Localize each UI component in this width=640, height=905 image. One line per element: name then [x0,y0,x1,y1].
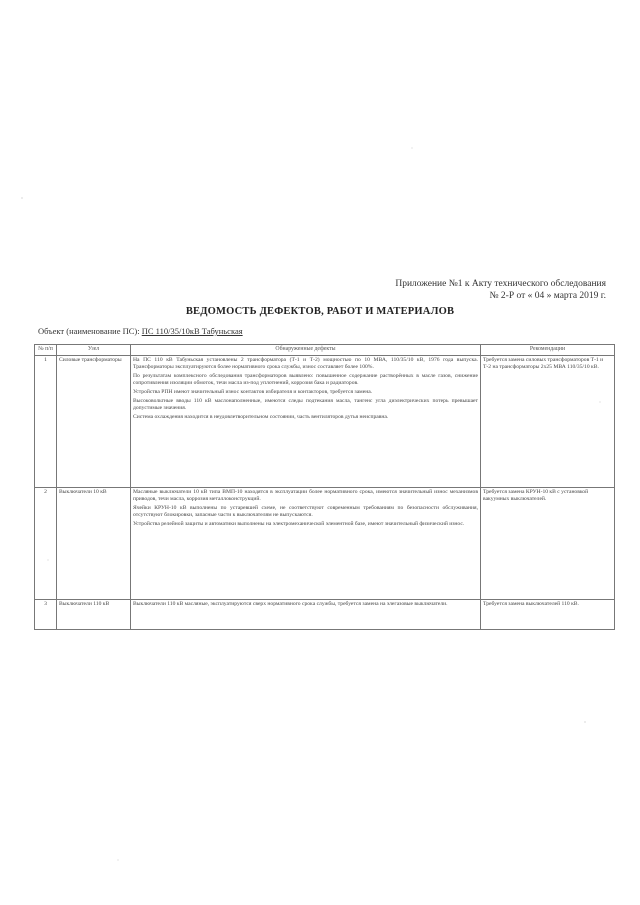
row-node-name: Выключатели 10 кВ [57,487,131,599]
row-number: 3 [35,599,57,629]
row-node-name: Силовые трансформаторы [57,355,131,487]
table-row [35,599,615,629]
defect-paragraph: Высоковольтные вводы 110 кВ маслонаполненные, имеются следы подтекания масла, тангенс угла диэлектрических потерь превышает допустимые значения. [133,397,478,412]
defect-paragraph: Ячейки КРУН-10 кВ выполнены по устаревшей схеме, не соответствуют современным требованиям по безопасности обслуживания, отсутствуют блокировки, запасные части к выключателям не выпускаются. [133,504,478,519]
table-row [35,355,615,487]
row-recommendation: Требуется замена силовых трансформаторов Т-1 и Т-2 на трансформаторы 2х25 МВА 110/35/10 кВ. [481,355,615,487]
object-label: Объект (наименование ПС): [38,326,140,336]
defect-paragraph: Устройства РПН имеют значительный износ контактов избирателя и контакторов, требуется замена. [133,388,373,395]
row-defects [131,487,481,599]
row-node-name: Выключатели 110 кВ [57,599,131,629]
row-recommendation: Требуется замена выключателей 110 кВ. [481,599,615,629]
appendix-line-1: Приложение №1 к Акту технического обследования [395,279,606,289]
row-number: 1 [35,355,57,487]
appendix-line-2: № 2-Р от « 04 » марта 2019 г. [489,291,606,301]
appendix-reference [395,278,606,302]
row-recommendation: Требуется замена КРУН-10 кВ с установкой вакуумных выключателей. [481,487,615,599]
document-title: ВЕДОМОСТЬ ДЕФЕКТОВ, РАБОТ И МАТЕРИАЛОВ [185,306,455,317]
row-number: 2 [35,487,57,599]
defect-paragraph: Система охлаждения находится в неудовлетворительном состоянии, часть вентиляторов дутья неисправна. [133,413,389,420]
object-value: ПС 110/35/10кВ Табуньская [141,326,243,336]
object-line [38,326,243,336]
table-row [35,487,615,599]
defect-paragraph: Устройства релейной защиты и автоматики выполнены на электромеханической элементной базе, имеют значительный физический износ. [133,520,465,527]
row-defects [131,599,481,629]
column-header-node: Узел [57,345,131,356]
column-header-recommendations: Рекомендации [481,345,615,356]
defects-table [34,344,615,630]
defect-paragraph: Выключатели 110 кВ масляные, эксплуатируются сверх нормативного срока службы, требуется замена на элегазовые выключатели. [133,600,448,607]
defect-paragraph: Масляные выключатели 10 кВ типа ВМП-10 находятся в эксплуатации более нормативного срока, имеются значительный износ механизмов приводов, течи масла, коррозия металлоконструкций. [133,488,478,503]
row-defects [131,355,481,487]
column-header-defects: Обнаруженные дефекты [131,345,481,356]
column-header-number: № п/п [35,345,57,356]
defect-paragraph: По результатам комплексного обследования трансформаторов выявлено: повышенное содержание растворённых в масле газов, снижение сопротивления изоляции обмоток, течи масла из-под уплотнений, коррозия бака и радиаторов. [133,372,478,387]
defect-paragraph: На ПС 110 кВ Табуньская установлены 2 трансформатора (Т-1 и Т-2) мощностью по 10 МВА, 110/35/10 кВ, 1976 года выпуска. Трансформаторы эксплуатируются более нормативного срока службы, износ составляет более 100%. [133,356,478,371]
table-header-row [35,345,615,356]
